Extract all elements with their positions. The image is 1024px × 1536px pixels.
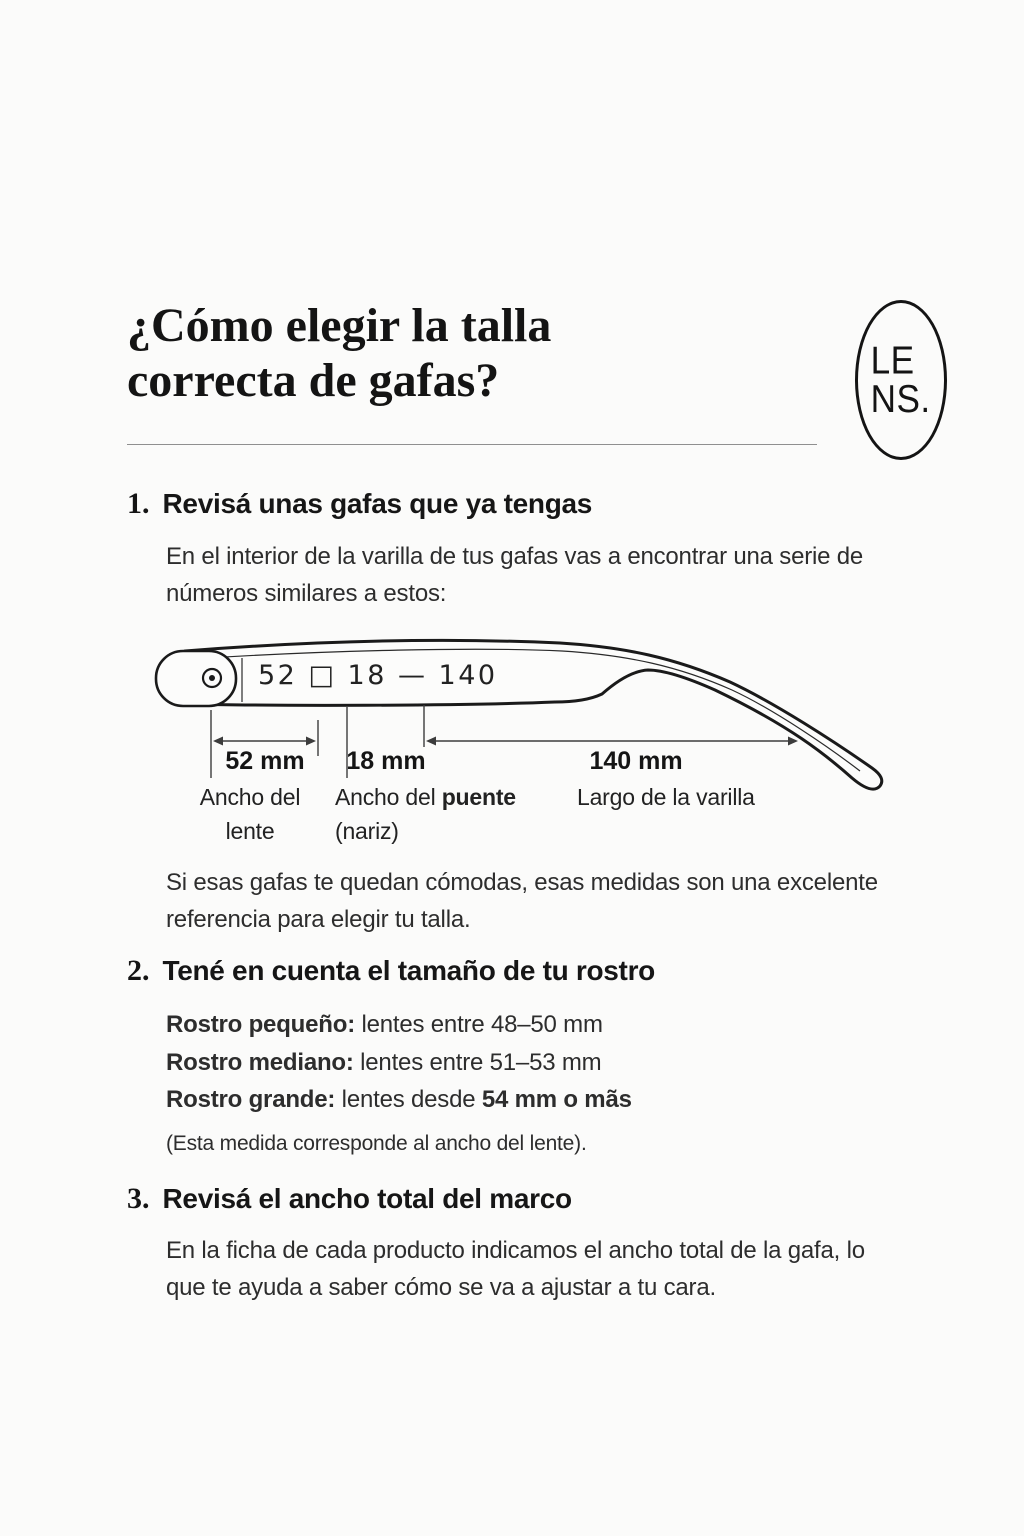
- section-1-title: Revisá unas gafas que ya tengas: [162, 488, 593, 519]
- lens-logo-line2: NS.: [870, 376, 932, 421]
- section-2-heading: [127, 954, 947, 988]
- section-3-heading: [127, 1182, 947, 1216]
- temple-length-label: Largo de la varilla: [577, 784, 755, 810]
- section-1-number: 1.: [127, 487, 150, 520]
- face-size-lead: Rostro pequeño:: [166, 1011, 355, 1038]
- header: [127, 298, 947, 421]
- page-title: [127, 298, 787, 408]
- section-2-number: 2.: [127, 954, 150, 987]
- lens-logo-text: [870, 338, 932, 421]
- lens-width-label-line1: Ancho del: [199, 784, 301, 810]
- lens-width-value: 52 mm: [225, 747, 305, 775]
- face-size-detail-bold: 54 mm o mãs: [481, 1086, 632, 1113]
- temple-length-arrow: [426, 737, 798, 746]
- section-2-title: Tené en cuenta el tamaño de tu rostro: [162, 955, 655, 986]
- section-3-body: En la ficha de cada producto indicamos el ancho total de la gafa, lo que te ayuda a saber cómo se va a ajustar a tu cara.: [166, 1236, 865, 1301]
- face-size-lead: Rostro mediano:: [166, 1048, 354, 1076]
- hinge-cap: [156, 651, 236, 706]
- temple-diagram: [127, 620, 947, 864]
- face-size-row-medium: [166, 1044, 947, 1082]
- bridge-width-value: 18 mm: [346, 747, 426, 775]
- lens-width-arrow: [213, 737, 316, 746]
- face-size-lead: Rostro grande:: [166, 1086, 336, 1113]
- face-size-list: [166, 1006, 947, 1119]
- bridge-label-regular: Ancho del: [335, 784, 442, 810]
- temple-engraving: 52 □ 18 — 140: [258, 660, 498, 691]
- face-size-detail: lentes desde: [335, 1086, 482, 1113]
- lens-width-label: [170, 780, 330, 848]
- section-1-outro: Si esas gafas te quedan cómodas, esas medidas son una excelente referencia para elegir tu talla.: [166, 869, 878, 933]
- face-size-detail: lentes entre 51–53 mm: [353, 1048, 602, 1076]
- lens-logo-line1: LE: [870, 338, 915, 383]
- bridge-width-label-line1: [335, 780, 516, 814]
- temple-length-value: 140 mm: [589, 747, 683, 775]
- header-divider: [127, 444, 817, 445]
- page-title-line2: correcta de gafas?: [127, 354, 500, 407]
- lens-width-label-line2: lente: [225, 818, 275, 844]
- face-size-detail: lentes entre 48–50 mm: [355, 1011, 603, 1038]
- section-1-intro: En el interior de la varilla de tus gafas vas a encontrar una serie de números similares a estos:: [166, 543, 864, 607]
- page-title-line1: ¿Cómo elegir la talla: [127, 299, 552, 352]
- face-size-note: (Esta medida corresponde al ancho del lente).: [166, 1131, 587, 1155]
- face-size-row-small: [166, 1006, 947, 1044]
- bridge-width-label-line2: (nariz): [335, 818, 399, 844]
- section-3-number: 3.: [127, 1181, 150, 1215]
- section-3-title: Revisá el ancho total del marco: [162, 1182, 572, 1214]
- section-1-heading: [127, 487, 947, 521]
- bridge-label-bold: puente: [441, 784, 516, 810]
- lens-logo: [855, 300, 947, 460]
- hinge-screw-center: [209, 675, 215, 681]
- face-size-row-large: [166, 1081, 947, 1119]
- bridge-width-label: [335, 780, 516, 848]
